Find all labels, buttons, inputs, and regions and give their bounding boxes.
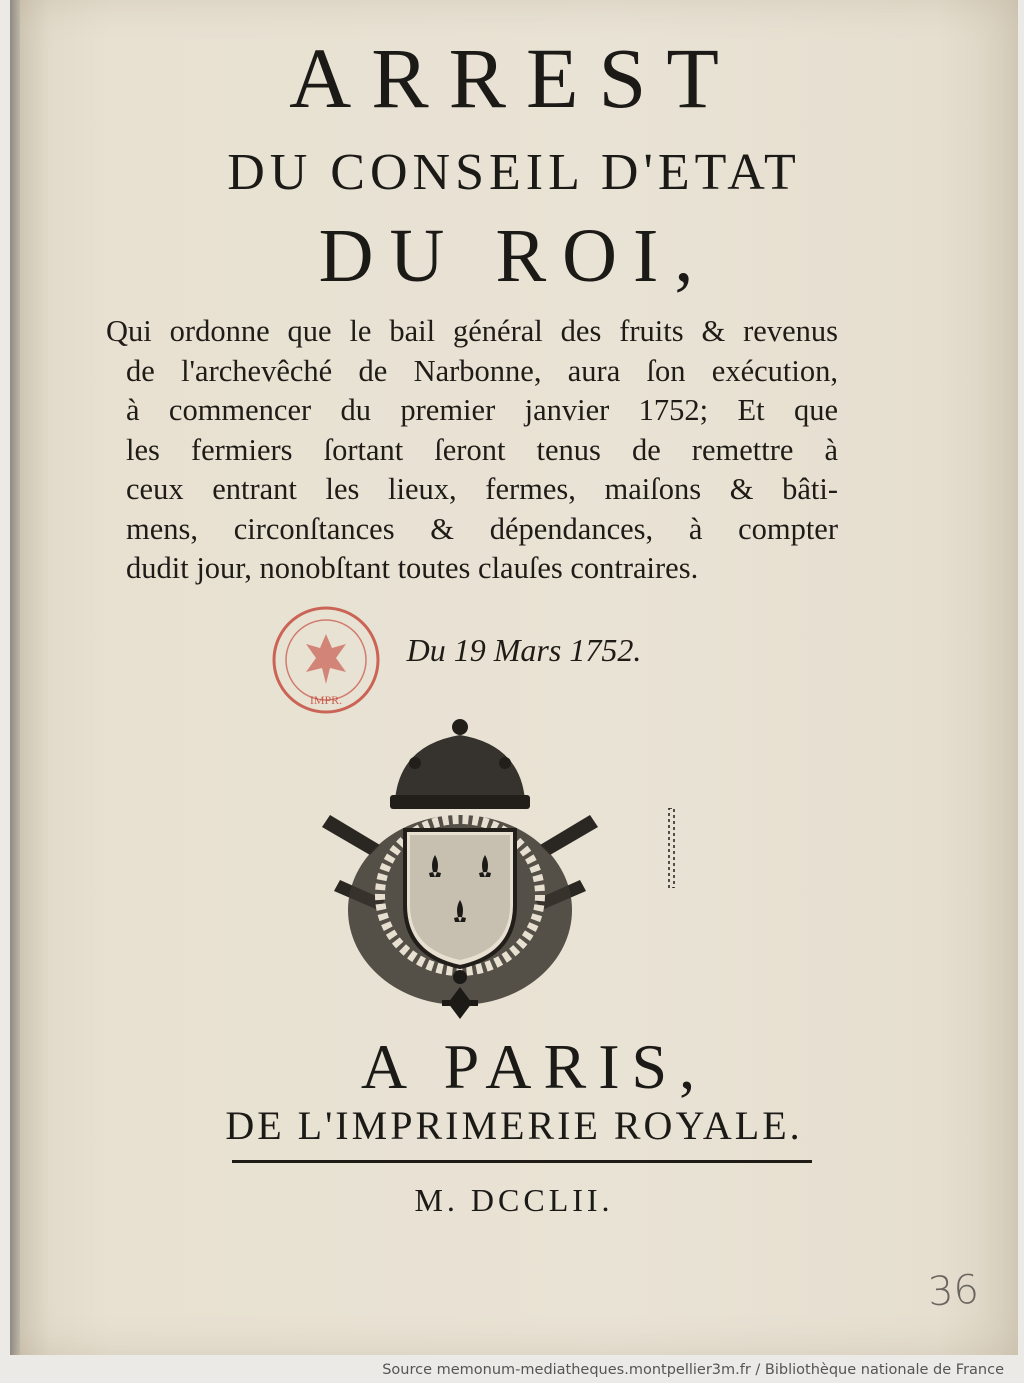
summary-line: ceux entrant les lieux, fermes, maiſons & bâti- [126,472,838,506]
decree-summary [106,312,838,589]
margin-mark-icon [668,808,676,888]
title-arrest: ARREST [289,30,739,126]
folio-number: 36 [926,1266,981,1316]
document-page [10,0,1018,1355]
summary-line: les fermiers ſortant ſeront tenus de remettre à [126,432,838,467]
imprint-place: A PARIS, [360,1031,708,1102]
royal-coat-of-arms-icon [310,705,610,1025]
summary-line: mens, circonſtances & dépendances, à compter [126,511,838,546]
imprint-year: M. DCCLII. [414,1182,614,1218]
imprint-printer: DE L'IMPRIMERIE ROYALE. [225,1103,803,1148]
title-roi: DU ROI, [318,214,710,298]
title-conseil: DU CONSEIL D'ETAT [227,144,801,201]
svg-text:IMPR.: IMPR. [309,693,343,707]
decree-date: Du 19 Mars 1752. [406,632,642,668]
summary-line: Qui ordonne que le bail général des fruits & revenus [106,314,838,348]
source-credit: Source memonum-mediatheques.montpellier3m.fr / Bibliothèque nationale de France [382,1362,1004,1378]
divider-rule [232,1160,812,1163]
summary-line: à commencer du premier janvier 1752; Et que [126,393,838,427]
book-spine [10,0,20,1355]
library-stamp-icon [266,600,386,720]
summary-line: de l'archevêché de Narbonne, aura ſon exécution, [126,353,838,388]
summary-line: dudit jour, nonobſtant toutes clauſes contraires. [126,551,699,585]
